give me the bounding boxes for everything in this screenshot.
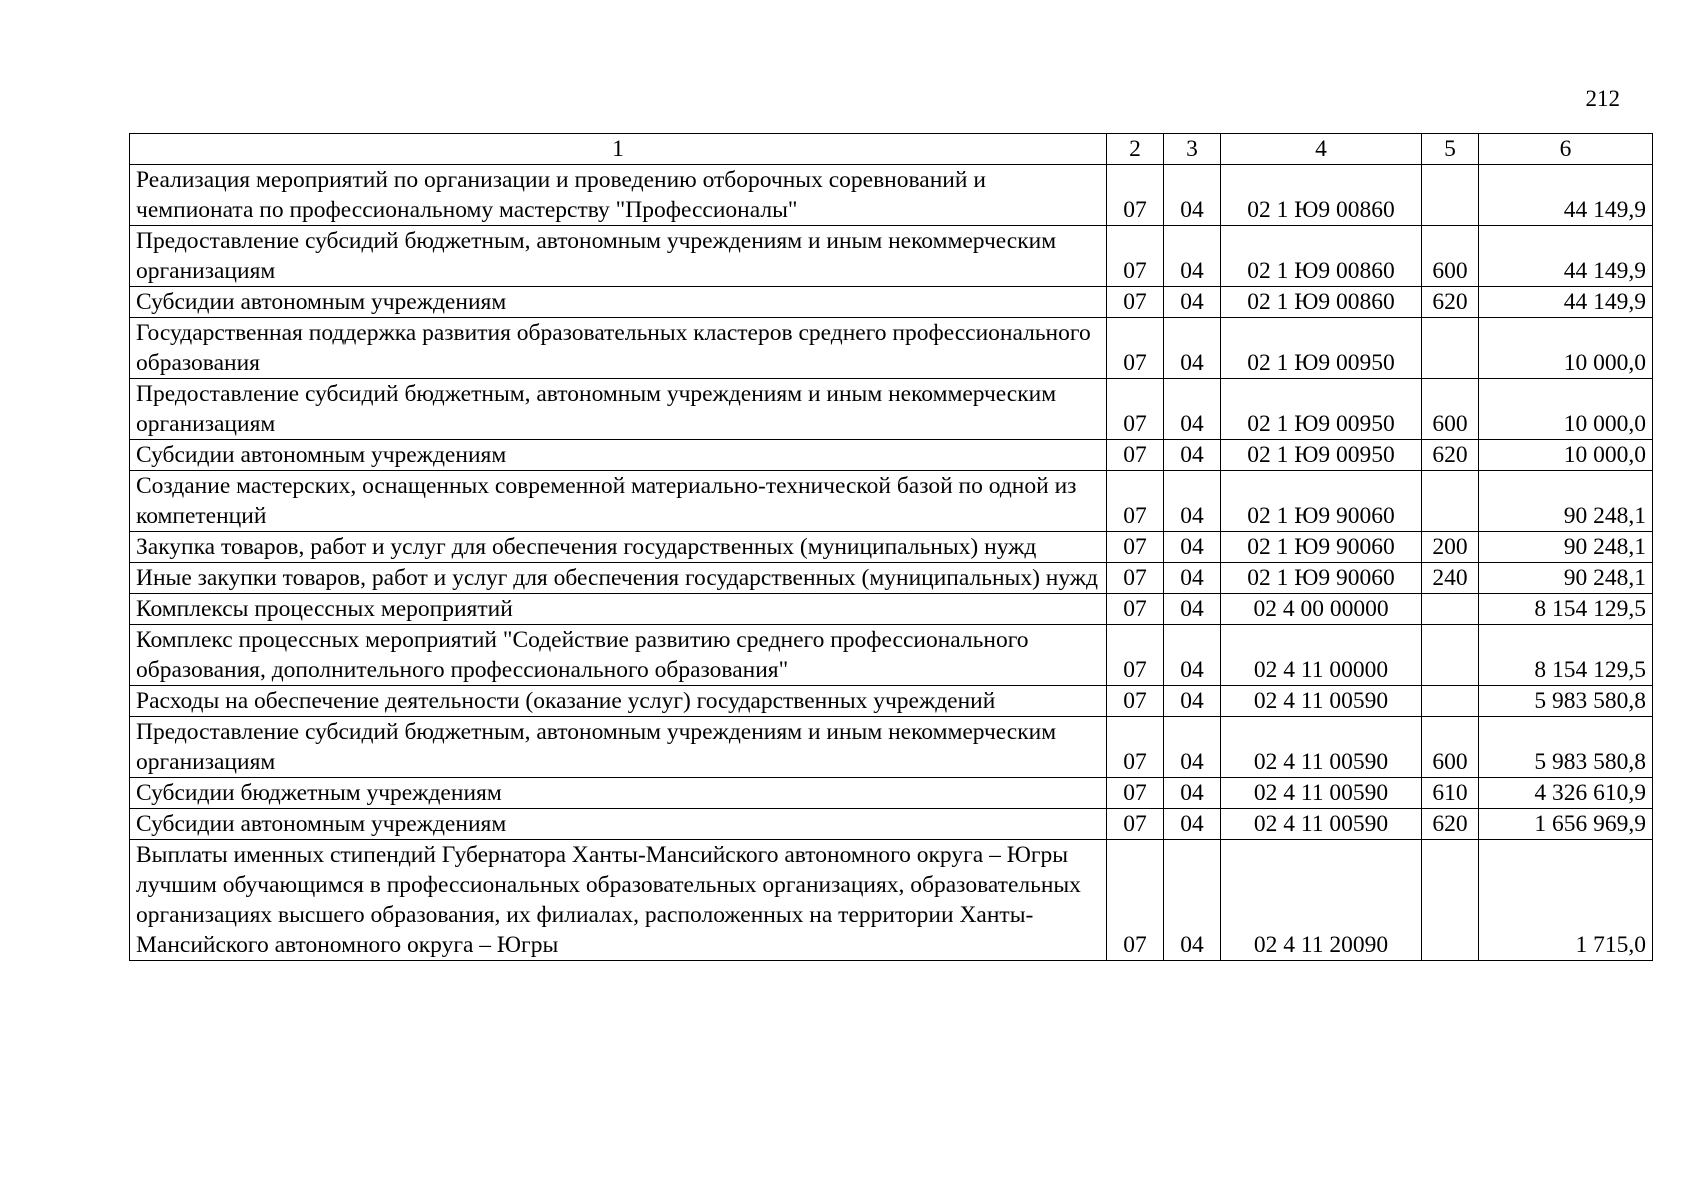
row-amount-cell: 5 983 580,8 (1479, 717, 1653, 778)
row-subsection-cell: 04 (1164, 809, 1221, 840)
row-section-cell: 07 (1107, 809, 1164, 840)
row-section-cell: 07 (1107, 165, 1164, 226)
row-section-cell: 07 (1107, 686, 1164, 717)
page-number: 212 (1585, 86, 1620, 111)
table-row (130, 471, 1653, 532)
row-name-cell: Комплексы процессных мероприятий (130, 594, 1107, 625)
row-name-cell: Закупка товаров, работ и услуг для обеспечения государственных (муниципальных) нужд (130, 532, 1107, 563)
row-name-cell: Государственная поддержка развития образовательных кластеров среднего профессионального образования (130, 318, 1107, 379)
row-subsection-cell: 04 (1164, 778, 1221, 809)
row-amount-cell: 10 000,0 (1479, 318, 1653, 379)
row-amount-cell: 8 154 129,5 (1479, 594, 1653, 625)
row-expense-type-cell: 620 (1422, 809, 1479, 840)
row-subsection-cell: 04 (1164, 440, 1221, 471)
row-target-article-cell: 02 1 Ю9 00950 (1221, 440, 1422, 471)
row-target-article-cell: 02 4 11 00590 (1221, 717, 1422, 778)
row-amount-cell: 1 715,0 (1479, 840, 1653, 961)
row-expense-type-cell: 600 (1422, 226, 1479, 287)
row-amount-cell: 90 248,1 (1479, 563, 1653, 594)
row-section-cell: 07 (1107, 717, 1164, 778)
row-name-cell: Выплаты именных стипендий Губернатора Ханты-Мансийского автономного округа – Югры лучшим обучающимся в профессиональных образовательных организациях, образовательных организациях высшего образования, их филиалах, расположенных на территории Ханты-Мансийского автономного округа – Югры (130, 840, 1107, 961)
row-subsection-cell: 04 (1164, 594, 1221, 625)
row-section-cell: 07 (1107, 778, 1164, 809)
row-name-cell: Реализация мероприятий по организации и проведению отборочных соревнований и чемпионата по профессиональному мастерству "Профессионалы" (130, 165, 1107, 226)
row-target-article-cell: 02 1 Ю9 90060 (1221, 563, 1422, 594)
row-subsection-cell: 04 (1164, 287, 1221, 318)
header-col-5: 5 (1422, 134, 1479, 165)
row-expense-type-cell (1422, 471, 1479, 532)
row-subsection-cell: 04 (1164, 226, 1221, 287)
table-row (130, 778, 1653, 809)
row-subsection-cell: 04 (1164, 840, 1221, 961)
row-target-article-cell: 02 1 Ю9 00950 (1221, 318, 1422, 379)
row-name-cell: Субсидии автономным учреждениям (130, 440, 1107, 471)
header-col-2: 2 (1107, 134, 1164, 165)
row-name-cell: Предоставление субсидий бюджетным, автономным учреждениям и иным некоммерческим организациям (130, 226, 1107, 287)
table-body (130, 165, 1653, 961)
row-name-cell: Субсидии автономным учреждениям (130, 287, 1107, 318)
header-col-4: 4 (1221, 134, 1422, 165)
row-amount-cell: 44 149,9 (1479, 287, 1653, 318)
row-subsection-cell: 04 (1164, 717, 1221, 778)
row-target-article-cell: 02 1 Ю9 90060 (1221, 471, 1422, 532)
row-target-article-cell: 02 4 11 00590 (1221, 809, 1422, 840)
row-section-cell: 07 (1107, 226, 1164, 287)
table-header-row (130, 134, 1653, 165)
row-subsection-cell: 04 (1164, 625, 1221, 686)
row-subsection-cell: 04 (1164, 471, 1221, 532)
row-target-article-cell: 02 1 Ю9 90060 (1221, 532, 1422, 563)
row-target-article-cell: 02 1 Ю9 00860 (1221, 226, 1422, 287)
table-row (130, 840, 1653, 961)
row-subsection-cell: 04 (1164, 532, 1221, 563)
row-amount-cell: 8 154 129,5 (1479, 625, 1653, 686)
row-expense-type-cell: 610 (1422, 778, 1479, 809)
row-section-cell: 07 (1107, 471, 1164, 532)
table-row (130, 379, 1653, 440)
row-name-cell: Предоставление субсидий бюджетным, автономным учреждениям и иным некоммерческим организациям (130, 717, 1107, 778)
row-name-cell: Предоставление субсидий бюджетным, автономным учреждениям и иным некоммерческим организациям (130, 379, 1107, 440)
row-name-cell: Комплекс процессных мероприятий "Содействие развитию среднего профессионального образования, дополнительного профессионального образования" (130, 625, 1107, 686)
table-row (130, 563, 1653, 594)
row-expense-type-cell: 600 (1422, 379, 1479, 440)
table-row (130, 226, 1653, 287)
row-target-article-cell: 02 4 11 00000 (1221, 625, 1422, 686)
row-amount-cell: 10 000,0 (1479, 440, 1653, 471)
row-subsection-cell: 04 (1164, 318, 1221, 379)
row-section-cell: 07 (1107, 318, 1164, 379)
row-amount-cell: 44 149,9 (1479, 226, 1653, 287)
row-expense-type-cell (1422, 594, 1479, 625)
row-amount-cell: 90 248,1 (1479, 532, 1653, 563)
table-row (130, 532, 1653, 563)
table-row (130, 287, 1653, 318)
table-row (130, 717, 1653, 778)
row-expense-type-cell (1422, 686, 1479, 717)
table-row (130, 686, 1653, 717)
row-name-cell: Иные закупки товаров, работ и услуг для обеспечения государственных (муниципальных) нужд (130, 563, 1107, 594)
row-target-article-cell: 02 4 11 00590 (1221, 778, 1422, 809)
row-amount-cell: 4 326 610,9 (1479, 778, 1653, 809)
row-subsection-cell: 04 (1164, 686, 1221, 717)
row-target-article-cell: 02 4 11 20090 (1221, 840, 1422, 961)
row-section-cell: 07 (1107, 840, 1164, 961)
row-expense-type-cell: 600 (1422, 717, 1479, 778)
row-name-cell: Расходы на обеспечение деятельности (оказание услуг) государственных учреждений (130, 686, 1107, 717)
header-col-1: 1 (130, 134, 1107, 165)
row-section-cell: 07 (1107, 287, 1164, 318)
row-amount-cell: 44 149,9 (1479, 165, 1653, 226)
table-row (130, 440, 1653, 471)
row-amount-cell: 5 983 580,8 (1479, 686, 1653, 717)
row-section-cell: 07 (1107, 440, 1164, 471)
row-target-article-cell: 02 1 Ю9 00860 (1221, 287, 1422, 318)
table-row (130, 594, 1653, 625)
row-expense-type-cell: 620 (1422, 287, 1479, 318)
row-section-cell: 07 (1107, 532, 1164, 563)
row-amount-cell: 90 248,1 (1479, 471, 1653, 532)
row-amount-cell: 1 656 969,9 (1479, 809, 1653, 840)
table-row (130, 625, 1653, 686)
header-col-3: 3 (1164, 134, 1221, 165)
budget-table (129, 133, 1653, 961)
table-row (130, 809, 1653, 840)
row-section-cell: 07 (1107, 625, 1164, 686)
row-target-article-cell: 02 4 00 00000 (1221, 594, 1422, 625)
row-target-article-cell: 02 4 11 00590 (1221, 686, 1422, 717)
row-section-cell: 07 (1107, 594, 1164, 625)
row-expense-type-cell: 240 (1422, 563, 1479, 594)
row-subsection-cell: 04 (1164, 379, 1221, 440)
row-expense-type-cell (1422, 165, 1479, 226)
row-name-cell: Субсидии бюджетным учреждениям (130, 778, 1107, 809)
row-amount-cell: 10 000,0 (1479, 379, 1653, 440)
row-target-article-cell: 02 1 Ю9 00860 (1221, 165, 1422, 226)
header-col-6: 6 (1479, 134, 1653, 165)
row-expense-type-cell (1422, 625, 1479, 686)
row-name-cell: Субсидии автономным учреждениям (130, 809, 1107, 840)
table-row (130, 165, 1653, 226)
table-row (130, 318, 1653, 379)
row-subsection-cell: 04 (1164, 165, 1221, 226)
row-section-cell: 07 (1107, 379, 1164, 440)
row-expense-type-cell (1422, 840, 1479, 961)
row-expense-type-cell: 200 (1422, 532, 1479, 563)
row-expense-type-cell: 620 (1422, 440, 1479, 471)
row-target-article-cell: 02 1 Ю9 00950 (1221, 379, 1422, 440)
row-subsection-cell: 04 (1164, 563, 1221, 594)
row-name-cell: Создание мастерских, оснащенных современной материально-технической базой по одной из компетенций (130, 471, 1107, 532)
row-expense-type-cell (1422, 318, 1479, 379)
row-section-cell: 07 (1107, 563, 1164, 594)
